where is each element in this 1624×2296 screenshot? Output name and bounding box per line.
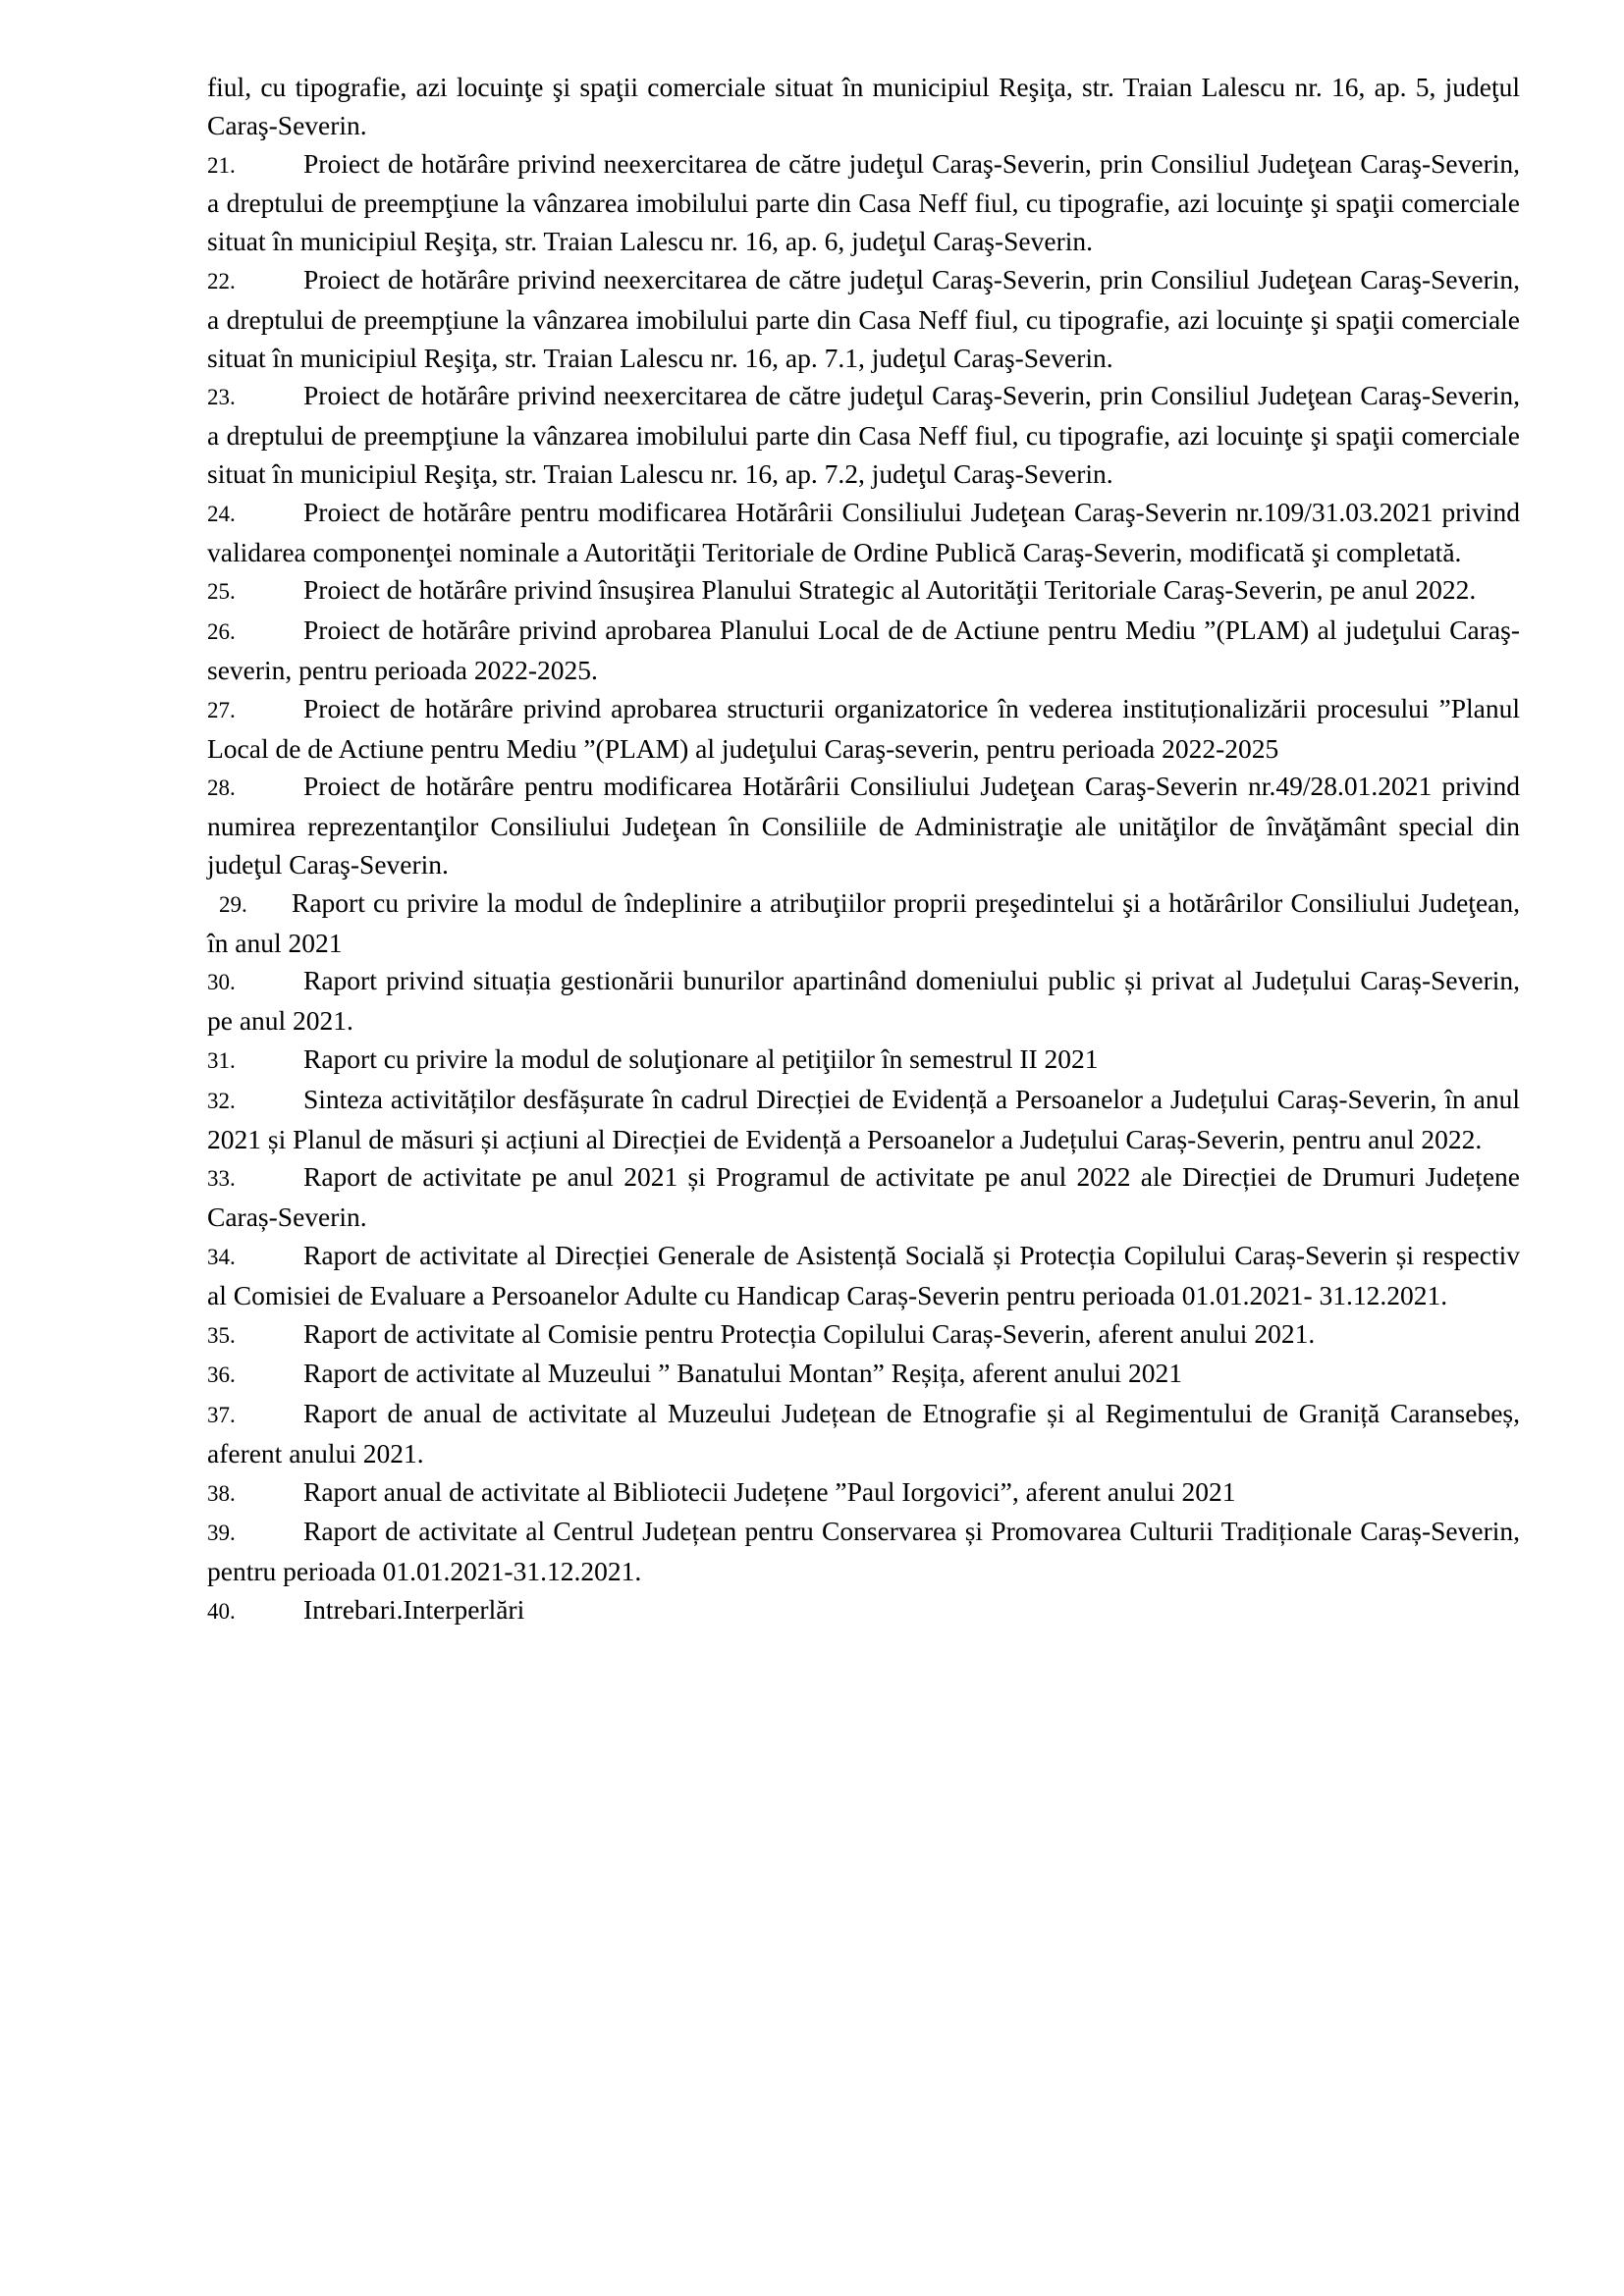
item-number: 34. [207, 1244, 236, 1269]
item-number: 40. [207, 1599, 236, 1625]
agenda-item-21 [207, 145, 1520, 261]
item-number: 23. [207, 385, 236, 410]
continued-item-text: fiul, cu tipografie, azi locuinţe şi spaţii comerciale situat în municipiul Reşiţa, str. Traian Lalescu nr. 16, ap. 5, judeţul Caraş-Severin. [207, 72, 1520, 140]
item-text: Raport anual de activitate al Bibliotecii Județene ”Paul Iorgovici”, aferent anului 2021 [303, 1475, 1236, 1507]
item-number: 29. [219, 891, 247, 917]
item-number: 25. [207, 579, 236, 605]
item-number: 38. [207, 1480, 236, 1506]
item-number: 32. [207, 1088, 236, 1113]
item-text: Raport de anual de activitate al Muzeului Județean de Etnografie și al Regimentului de Graniță Caransebeș, aferent anului 2021. [207, 1398, 1520, 1468]
item-text: Raport de activitate al Direcției Generale de Asistență Socială și Protecția Copilului Caraș-Severin și respectiv al Comisiei de Evaluare a Persoanelor Adulte cu Handicap Caraș-Severin pentru perioada 01.01.2021- 31.12.2021. [207, 1239, 1520, 1310]
item-number: 21. [207, 152, 236, 178]
item-number: 28. [207, 775, 236, 801]
item-text: Proiect de hotărâre privind aprobarea Planului Local de de Actiune pentru Mediu ”(PLAM) al judeţului Caraş-severin, pentru perioada 2022-2025. [207, 614, 1520, 685]
agenda-item-32 [207, 1081, 1520, 1159]
agenda-item-38 [207, 1473, 1520, 1514]
agenda-item-25 [207, 571, 1520, 612]
item-number: 26. [207, 619, 236, 645]
item-number: 37. [207, 1403, 236, 1428]
item-text: Raport cu privire la modul de soluţionare al petiţiilor în semestrul II 2021 [303, 1042, 1099, 1074]
agenda-item-36 [207, 1355, 1520, 1395]
agenda-item-23 [207, 377, 1520, 493]
item-number: 24. [207, 501, 236, 526]
item-text: Raport de activitate al Centrul Județean pentru Conservarea și Promovarea Culturii Tradiționale Caraș-Severin, pentru perioada 01.01.2021-31.12.2021. [207, 1516, 1520, 1587]
item-text: Sinteza activităților desfășurate în cadrul Direcției de Evidență a Persoanelor a Județului Caraș-Severin, în anul 2021 și Planul de măsuri și acțiuni al Direcției de Evidență a Persoanelor a Județului Caraș-Severin, pentru anul 2022. [207, 1083, 1520, 1154]
item-text: Proiect de hotărâre pentru modificarea Hotărârii Consiliului Judeţean Caraş-Severin nr.109/31.03.2021 privind validarea componenţei nominale a Autorităţii Teritoriale de Ordine Publică Caraş-Severin, modificată şi completată. [207, 496, 1520, 567]
item-number: 31. [207, 1047, 236, 1073]
item-text: Intrebari.Interperlări [303, 1594, 525, 1626]
item-text: Proiect de hotărâre privind neexercitarea de către judeţul Caraş-Severin, prin Consiliul Judeţean Caraş-Severin, a dreptului de preempţiune la vânzarea imobilului parte din Casa Neff fiul, cu tipografie, azi locuinţe şi spaţii comerciale situat în municipiul Reşiţa, str. Traian Lalescu nr. 16, ap. 7.2, judeţul Caraş-Severin. [207, 380, 1520, 489]
agenda-item-26 [207, 612, 1520, 690]
item-text: Raport de activitate al Muzeului ” Banatului Montan” Reșița, aferent anului 2021 [303, 1358, 1182, 1389]
agenda-item-39 [207, 1513, 1520, 1591]
item-number: 35. [207, 1322, 236, 1348]
item-text: Raport de activitate pe anul 2021 și Programul de activitate pe anul 2022 ale Direcției de Drumuri Județene Caraș-Severin. [207, 1161, 1520, 1233]
item-number: 36. [207, 1362, 236, 1388]
agenda-item-33 [207, 1158, 1520, 1237]
agenda-item-24 [207, 494, 1520, 572]
item-text: Raport cu privire la modul de îndeplinire a atribuţiilor proprii preşedintelui şi a hotărârilor Consiliului Judeţean, în anul 2021 [207, 886, 1520, 958]
agenda-list [207, 145, 1520, 1631]
item-number: 39. [207, 1521, 236, 1546]
item-text: Raport privind situația gestionării bunurilor apartinând domeniului public și privat al Județului Caraș-Severin, pe anul 2021. [207, 965, 1520, 1037]
agenda-item-28 [207, 768, 1520, 883]
item-number: 22. [207, 268, 236, 294]
agenda-item-37 [207, 1395, 1520, 1473]
agenda-item-22 [207, 261, 1520, 377]
item-text: Proiect de hotărâre privind aprobarea structurii organizatorice în vederea instituționalizării procesului ”Planul Local de de Actiune pentru Mediu ”(PLAM) al judeţului Caraş-severin, pentru perioada 2022-2025 [207, 692, 1520, 764]
agenda-item-27 [207, 690, 1520, 769]
agenda-item-30 [207, 962, 1520, 1041]
agenda-item-34 [207, 1237, 1520, 1315]
item-text: Proiect de hotărâre privind însuşirea Planului Strategic al Autorităţii Teritoriale Caraş-Severin, pe anul 2022. [303, 574, 1477, 606]
agenda-item-35 [207, 1315, 1520, 1356]
item-text: Proiect de hotărâre privind neexercitarea de către judeţul Caraş-Severin, prin Consiliul Judeţean Caraş-Severin, a dreptului de preempţiune la vânzarea imobilului parte din Casa Neff fiul, cu tipografie, azi locuinţe şi spaţii comerciale situat în municipiul Reşiţa, str. Traian Lalescu nr. 16, ap. 6, judeţul Caraş-Severin. [207, 147, 1520, 257]
item-number: 33. [207, 1166, 236, 1192]
item-text: Proiect de hotărâre pentru modificarea Hotărârii Consiliului Judeţean Caraş-Severin nr.49/28.01.2021 privind numirea reprezentanţilor Consiliului Judeţean în Consiliile de Administraţie ale unităţilor de învăţământ special din judeţul Caraş-Severin. [207, 771, 1520, 880]
agenda-content [207, 69, 1520, 1631]
agenda-item-31 [207, 1041, 1520, 1081]
item-text: Raport de activitate al Comisie pentru Protecția Copilului Caraș-Severin, aferent anului 2021. [303, 1317, 1316, 1349]
item-text: Proiect de hotărâre privind neexercitarea de către judeţul Caraş-Severin, prin Consiliul Judeţean Caraş-Severin, a dreptului de preempţiune la vânzarea imobilului parte din Casa Neff fiul, cu tipografie, azi locuinţe şi spaţii comerciale situat în municipiul Reşiţa, str. Traian Lalescu nr. 16, ap. 7.1, judeţul Caraş-Severin. [207, 263, 1520, 373]
agenda-item-40 [207, 1591, 1520, 1631]
agenda-item-29 [207, 884, 1520, 963]
item-number: 30. [207, 970, 236, 995]
item-number: 27. [207, 697, 236, 722]
